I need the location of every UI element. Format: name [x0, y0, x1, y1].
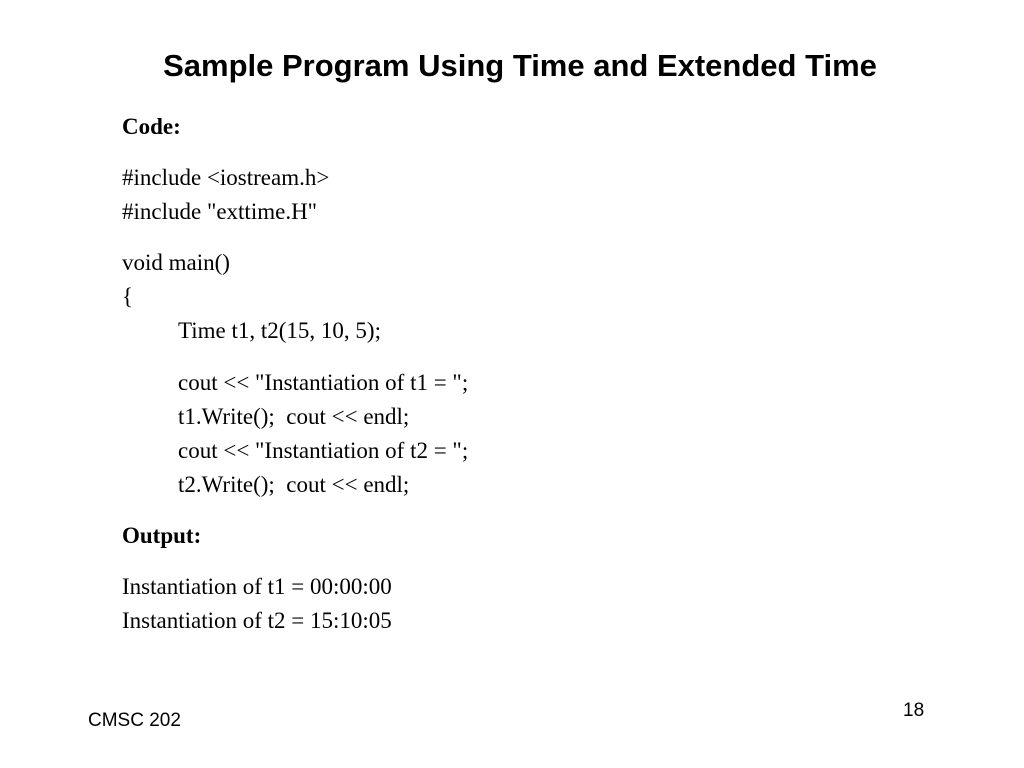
output-line: Instantiation of t2 = 15:10:05 — [122, 608, 392, 633]
code-line-statement: cout << "Instantiation of t2 = "; — [178, 438, 469, 463]
page-number: 18 — [903, 700, 925, 721]
code-line-statement: cout << "Instantiation of t1 = "; — [178, 370, 469, 395]
code-line-include-iostream: #include <iostream.h> — [122, 165, 330, 190]
code-line-open-brace: { — [122, 284, 134, 309]
code-line-include-exttime: #include "exttime.H" — [122, 199, 318, 224]
footer-course: CMSC 202 — [88, 710, 181, 731]
code-line-declaration: Time t1, t2(15, 10, 5); — [178, 318, 381, 343]
code-line-statement: t2.Write(); cout << endl; — [178, 472, 410, 497]
code-line-statement: t1.Write(); cout << endl; — [178, 404, 410, 429]
output-heading: Output: — [122, 523, 202, 548]
code-heading: Code: — [122, 114, 181, 139]
slide-title: Sample Program Using Time and Extended Time — [163, 48, 877, 83]
output-line: Instantiation of t1 = 00:00:00 — [122, 574, 392, 599]
code-line-main-signature: void main() — [122, 250, 230, 275]
